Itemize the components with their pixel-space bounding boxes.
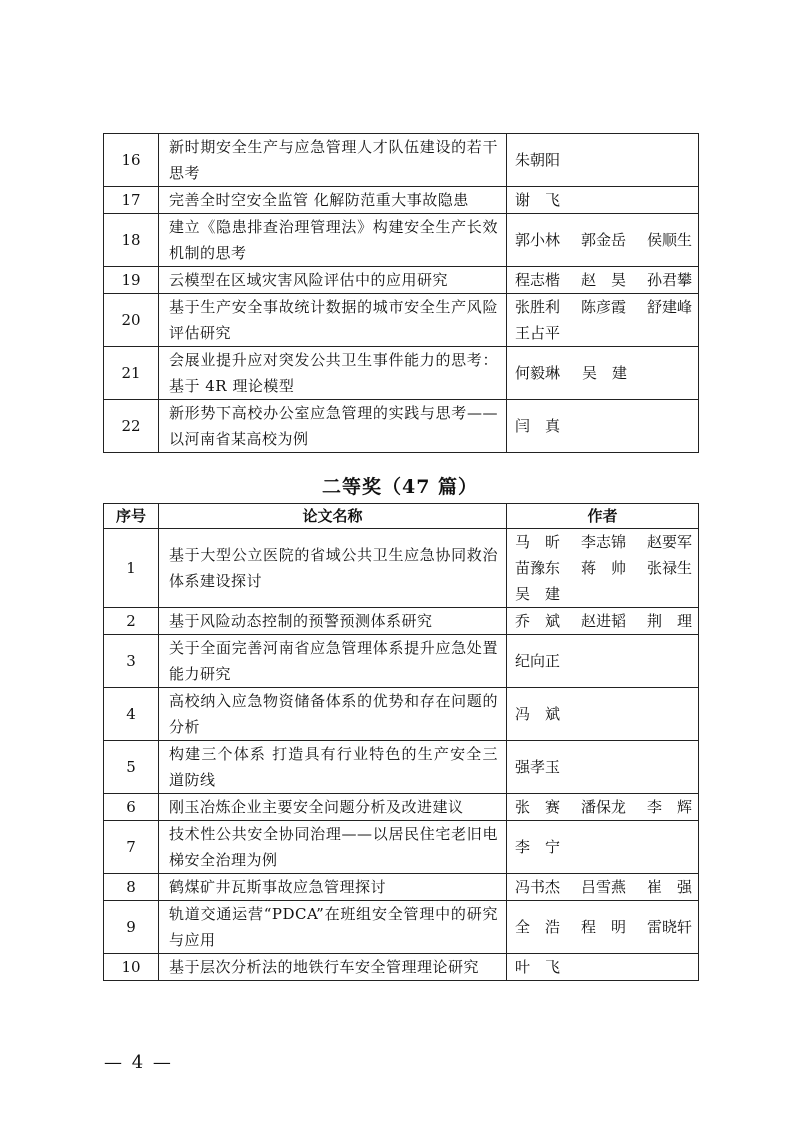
author-line — [515, 874, 692, 900]
paper-authors — [507, 400, 699, 453]
paper-authors — [507, 294, 699, 347]
author-name: 舒建峰 — [646, 298, 692, 316]
table-row — [104, 608, 699, 635]
row-number: 18 — [104, 214, 159, 267]
table-row — [104, 954, 699, 981]
author-name: 郭小林 — [515, 231, 561, 249]
table-row — [104, 214, 699, 267]
row-number: 3 — [104, 635, 159, 688]
author-name: 蒋 帅 — [580, 559, 626, 577]
paper-title: 会展业提升应对突发公共卫生事件能力的思考：基于 4R 理论模型 — [159, 347, 507, 400]
row-number: 4 — [104, 688, 159, 741]
author-line — [515, 267, 692, 293]
author-line — [515, 187, 692, 213]
paper-title: 鹤煤矿井瓦斯事故应急管理探讨 — [159, 874, 507, 901]
paper-authors — [507, 267, 699, 294]
paper-title: 基于风险动态控制的预警预测体系研究 — [159, 608, 507, 635]
paper-authors — [507, 741, 699, 794]
author-line — [515, 147, 692, 173]
author-name: 吴 建 — [515, 585, 561, 603]
author-line — [515, 701, 692, 727]
author-line — [515, 360, 692, 386]
header-title: 论文名称 — [159, 504, 507, 529]
author-name: 何毅琳 — [515, 364, 561, 382]
author-name: 张禄生 — [646, 559, 692, 577]
table-row — [104, 267, 699, 294]
table-row — [104, 741, 699, 794]
row-number: 8 — [104, 874, 159, 901]
row-number: 1 — [104, 529, 159, 608]
paper-title: 关于全面完善河南省应急管理体系提升应急处置能力研究 — [159, 635, 507, 688]
author-name: 荆 理 — [646, 612, 692, 630]
table-row — [104, 635, 699, 688]
row-number: 10 — [104, 954, 159, 981]
author-name: 李志锦 — [580, 533, 626, 551]
paper-authors — [507, 187, 699, 214]
paper-title: 基于层次分析法的地铁行车安全管理理论研究 — [159, 954, 507, 981]
table-row — [104, 874, 699, 901]
author-name: 陈彦霞 — [580, 298, 626, 316]
paper-title: 云模型在区域灾害风险评估中的应用研究 — [159, 267, 507, 294]
author-line — [515, 227, 692, 253]
author-line — [515, 581, 692, 607]
author-name: 潘保龙 — [580, 798, 626, 816]
author-line — [515, 794, 692, 820]
row-number: 6 — [104, 794, 159, 821]
author-line — [515, 608, 692, 634]
paper-authors — [507, 134, 699, 187]
author-name: 程志楷 — [515, 271, 561, 289]
row-number: 2 — [104, 608, 159, 635]
paper-authors — [507, 214, 699, 267]
paper-authors — [507, 635, 699, 688]
row-number: 22 — [104, 400, 159, 453]
paper-authors — [507, 529, 699, 608]
author-name: 强孝玉 — [515, 758, 561, 776]
author-name: 吴 建 — [582, 364, 628, 382]
paper-title: 轨道交通运营“PDCA”在班组安全管理中的研究与应用 — [159, 901, 507, 954]
table-header-row — [104, 504, 699, 529]
author-name: 赵要军 — [646, 533, 692, 551]
paper-authors — [507, 901, 699, 954]
author-name: 全 浩 — [515, 918, 561, 936]
author-name: 李 辉 — [646, 798, 692, 816]
header-authors: 作者 — [507, 504, 699, 529]
author-line — [515, 954, 692, 980]
table-row — [104, 347, 699, 400]
author-name: 赵 昊 — [580, 271, 626, 289]
section-title: 二等奖（47 篇） — [321, 476, 479, 498]
awards-table-continued — [103, 133, 699, 453]
paper-title: 刚玉冶炼企业主要安全问题分析及改进建议 — [159, 794, 507, 821]
author-name: 吕雪燕 — [580, 878, 626, 896]
author-name: 雷晓轩 — [646, 918, 692, 936]
paper-authors — [507, 821, 699, 874]
paper-title: 基于大型公立医院的省域公共卫生应急协同救治体系建设探讨 — [159, 529, 507, 608]
author-name: 王占平 — [515, 324, 561, 342]
author-line — [515, 914, 692, 940]
author-name: 苗豫东 — [515, 559, 561, 577]
table-row — [104, 688, 699, 741]
second-prize-table — [103, 503, 699, 981]
paper-authors — [507, 954, 699, 981]
author-name: 纪向正 — [515, 652, 561, 670]
author-name: 朱朝阳 — [515, 151, 561, 169]
paper-authors — [507, 347, 699, 400]
paper-title: 完善全时空安全监管 化解防范重大事故隐患 — [159, 187, 507, 214]
table-row — [104, 529, 699, 608]
author-name: 崔 强 — [646, 878, 692, 896]
author-name: 冯书杰 — [515, 878, 561, 896]
row-number: 20 — [104, 294, 159, 347]
author-line — [515, 294, 692, 320]
paper-title: 技术性公共安全协同治理——以居民住宅老旧电梯安全治理为例 — [159, 821, 507, 874]
author-line — [515, 834, 692, 860]
author-name: 赵进韬 — [580, 612, 626, 630]
author-name: 李 宁 — [515, 838, 561, 856]
paper-title: 构建三个体系 打造具有行业特色的生产安全三道防线 — [159, 741, 507, 794]
author-line — [515, 413, 692, 439]
author-line — [515, 529, 692, 555]
row-number: 7 — [104, 821, 159, 874]
author-name: 谢 飞 — [515, 191, 561, 209]
table-row — [104, 134, 699, 187]
author-name: 马 昕 — [515, 533, 561, 551]
paper-authors — [507, 874, 699, 901]
author-name: 侯顺生 — [646, 231, 692, 249]
paper-authors — [507, 794, 699, 821]
row-number: 5 — [104, 741, 159, 794]
table-row — [104, 901, 699, 954]
row-number: 9 — [104, 901, 159, 954]
author-name: 叶 飞 — [515, 958, 561, 976]
page-number: — 4 — — [104, 1052, 173, 1073]
table-row — [104, 400, 699, 453]
table-row — [104, 187, 699, 214]
row-number: 21 — [104, 347, 159, 400]
row-number: 16 — [104, 134, 159, 187]
author-name: 张 赛 — [515, 798, 561, 816]
paper-authors — [507, 688, 699, 741]
author-line — [515, 754, 692, 780]
paper-title: 新形势下高校办公室应急管理的实践与思考——以河南省某高校为例 — [159, 400, 507, 453]
table-row — [104, 821, 699, 874]
author-name: 张胜利 — [515, 298, 561, 316]
author-line — [515, 648, 692, 674]
paper-title: 基于生产安全事故统计数据的城市安全生产风险评估研究 — [159, 294, 507, 347]
table-row — [104, 794, 699, 821]
author-name: 孙君攀 — [646, 271, 692, 289]
header-no: 序号 — [104, 504, 159, 529]
author-name: 闫 真 — [515, 417, 561, 435]
author-line — [515, 555, 692, 581]
author-name: 郭金岳 — [580, 231, 626, 249]
paper-title: 建立《隐患排查治理管理法》构建安全生产长效机制的思考 — [159, 214, 507, 267]
author-name: 乔 斌 — [515, 612, 561, 630]
author-name: 冯 斌 — [515, 705, 561, 723]
author-line — [515, 320, 692, 346]
row-number: 19 — [104, 267, 159, 294]
row-number: 17 — [104, 187, 159, 214]
paper-title: 新时期安全生产与应急管理人才队伍建设的若干思考 — [159, 134, 507, 187]
table-row — [104, 294, 699, 347]
author-name: 程 明 — [580, 918, 626, 936]
paper-authors — [507, 608, 699, 635]
paper-title: 高校纳入应急物资储备体系的优势和存在问题的分析 — [159, 688, 507, 741]
